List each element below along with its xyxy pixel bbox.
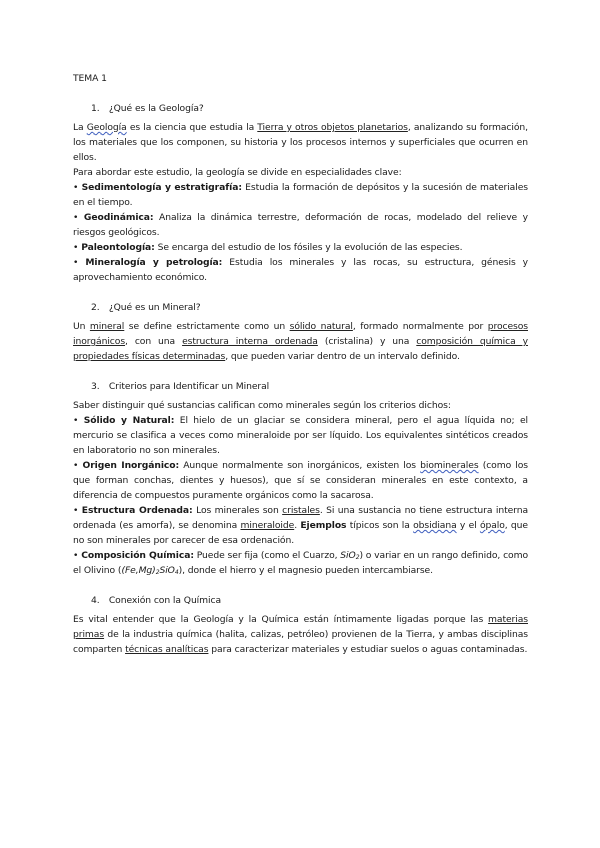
section-number: 2. (91, 302, 100, 313)
document-title: TEMA 1 (73, 73, 107, 84)
underlined-term: estructura interna ordenada (182, 336, 318, 347)
underlined-term: Tierra y otros objetos planetarios (257, 122, 408, 133)
spellcheck-term: ópalo (479, 520, 505, 531)
section-number: 4. (91, 595, 100, 606)
section-criterios (73, 379, 528, 578)
underlined-term: sólido natural (289, 321, 353, 332)
bullet: • (73, 257, 79, 268)
list-item: • Mineralogía y petrología: Estudia los minerales y las rocas, su estructura, génesis y aprovechamiento económico. (73, 257, 529, 283)
paragraph: Saber distinguir qué sustancias califican como minerales según los criterios dichos: (73, 400, 451, 411)
bullet: • (73, 182, 79, 193)
bold-term: Ejemplos (300, 520, 347, 531)
list-term: Sólido y Natural: (83, 415, 175, 426)
list-item: • Geodinámica: Analiza la dinámica terrestre, deformación de rocas, modelado del relieve y riesgos geológicos. (73, 212, 528, 238)
underlined-term: mineraloide (240, 520, 295, 531)
underlined-term: composición química y propiedades físicas determinadas (73, 336, 528, 362)
section-title: Conexión con la Química (108, 595, 222, 606)
spellcheck-term: obsidiana (413, 520, 457, 531)
formula-olivine: $(Fe,Mg)_2SiO_4$ (121, 565, 179, 576)
section-heading (91, 101, 528, 116)
list-item: • Origen Inorgánico: Aunque normalmente son inorgánicos, existen los biominerales (como los que forman conchas, dientes y huesos), que sí se consideran minerales en este contexto, a diferencia de compuestos puramente orgánicos como la sacarosa. (73, 460, 528, 501)
section-title: ¿Qué es un Mineral? (108, 302, 201, 313)
list-item: • Sólido y Natural: El hielo de un glaciar se considera mineral, pero el agua líquida no; el mercurio se clasifica a veces como mineraloide por ser líquido. Los equivalentes sintéticos creados en laboratorio no son minerales. (73, 415, 529, 456)
section-title: ¿Qué es la Geología? (108, 103, 204, 114)
section-heading (91, 300, 528, 315)
list-item: • Paleontología: Se encarga del estudio de los fósiles y la evolución de las especies. (73, 242, 463, 253)
section-heading (91, 379, 528, 394)
underlined-term: procesos inorgánicos (73, 321, 528, 347)
section-quimica (73, 593, 528, 657)
section-number: 3. (91, 381, 100, 392)
underlined-term: cristales (282, 505, 320, 516)
list-term: Geodinámica: (83, 212, 154, 223)
paragraph: Para abordar este estudio, la geología se divide en especialidades clave: (73, 167, 402, 178)
list-item: • Sedimentología y estratigrafía: Estudia la formación de depósitos y la sucesión de materiales en el tiempo. (73, 182, 528, 208)
list-term: Origen Inorgánico: (82, 460, 180, 471)
spellcheck-term: biominerales (420, 460, 479, 471)
paragraph: La Geología es la ciencia que estudia la Tierra y otros objetos planetarios, analizando su formación, los materiales que los componen, su historia y los procesos internos y superficiales que ocurren en ellos. (73, 122, 528, 163)
bullet: • (73, 415, 79, 426)
bullet: • (73, 460, 79, 471)
list-term: Estructura Ordenada: (81, 505, 193, 516)
paragraph: Es vital entender que la Geología y la Química están íntimamente ligadas porque las materias primas de la industria química (halita, calizas, petróleo) provienen de la Tierra, y ambas disciplinas comparten técnicas analíticas para caracterizar materiales y estudiar suelos o aguas contaminadas. (73, 614, 528, 655)
list-term: Composición Química: (81, 550, 194, 561)
bullet: • (73, 505, 79, 516)
underlined-term: Geología (86, 122, 127, 133)
section-mineral (73, 300, 528, 364)
list-item: • Estructura Ordenada: Los minerales son cristales. Si una sustancia no tiene estructura interna ordenada (es amorfa), se denomina mineraloide. Ejemplos típicos son la obsidiana y el ópalo, que no son minerales por carecer de esa ordenación. (73, 505, 528, 546)
underlined-term: materias primas (73, 614, 528, 640)
section-title: Criterios para Identificar un Mineral (108, 381, 270, 392)
paragraph: Un mineral se define estrictamente como un sólido natural, formado normalmente por procesos inorgánicos, con una estructura interna ordenada (cristalina) y una composición química y propiedades físicas determinadas, que pueden variar dentro de un intervalo definido. (73, 321, 528, 362)
bullet: • (73, 212, 79, 223)
list-term: Paleontología: (81, 242, 155, 253)
document-body (73, 71, 528, 672)
section-heading (91, 593, 528, 608)
list-term: Sedimentología y estratigrafía: (81, 182, 242, 193)
underlined-term: mineral (89, 321, 125, 332)
underlined-term: técnicas analíticas (125, 644, 209, 655)
list-item: • Composición Química: Puede ser fija (como el Cuarzo, SiO$_2$) o variar en un rango definido, como el Olivino $((Fe,Mg)_2SiO_4)$, donde el hierro y el magnesio pueden intercambiarse. (73, 550, 528, 576)
section-geologia (73, 101, 528, 285)
formula-quartz: SiO$_2$ (340, 550, 360, 561)
bullet: • (73, 242, 79, 253)
list-term: Mineralogía y petrología: (85, 257, 223, 268)
section-number: 1. (91, 103, 100, 114)
bullet: • (73, 550, 79, 561)
